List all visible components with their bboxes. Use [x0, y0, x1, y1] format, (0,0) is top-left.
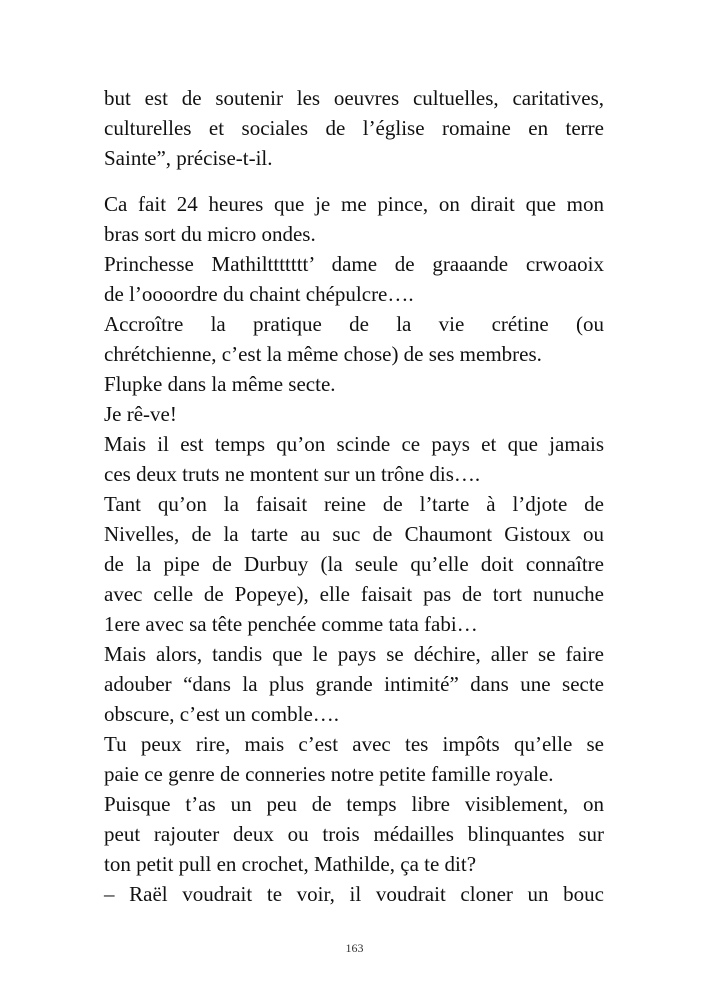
text-line: paie ce genre de conneries notre petite famille royale. — [104, 762, 554, 786]
paragraph — [104, 249, 604, 309]
text-line: ton petit pull en crochet, Mathilde, ça te dit? — [104, 852, 477, 876]
text-line: Princhesse Mathilttttttt’ dame de graaande crwoaoix — [104, 252, 604, 276]
paragraph — [104, 189, 604, 249]
text-line: bras sort du micro ondes. — [104, 222, 316, 246]
text-line: peut rajouter deux ou trois médailles blinquantes sur — [104, 822, 604, 846]
paragraph — [104, 369, 604, 399]
paragraph — [104, 789, 604, 879]
paragraph — [104, 429, 604, 489]
paragraph — [104, 309, 604, 369]
text-line: Je rê-ve! — [104, 402, 177, 426]
page-body — [104, 83, 604, 909]
text-line: Tant qu’on la faisait reine de l’tarte à l’djote de — [104, 492, 604, 516]
text-line: obscure, c’est un comble…. — [104, 702, 340, 726]
text-line: Mais il est temps qu’on scinde ce pays et que jamais — [104, 432, 604, 456]
text-line: Flupke dans la même secte. — [104, 372, 336, 396]
paragraph — [104, 879, 604, 909]
text-line: culturelles et sociales de l’église romaine en terre — [104, 116, 604, 140]
text-line: Ca fait 24 heures que je me pince, on dirait que mon — [104, 192, 604, 216]
text-line: Mais alors, tandis que le pays se déchire, aller se faire — [104, 642, 604, 666]
paragraph — [104, 729, 604, 789]
text-line: avec celle de Popeye), elle faisait pas de tort nunuche — [104, 582, 604, 606]
text-line: Sainte”, précise-t-il. — [104, 146, 273, 170]
text-line: Nivelles, de la tarte au suc de Chaumont Gistoux ou — [104, 522, 604, 546]
text-line: – Raël voudrait te voir, il voudrait cloner un bouc — [104, 882, 604, 906]
text-line: chrétchienne, c’est la même chose) de ses membres. — [104, 342, 542, 366]
page-number: 163 — [345, 941, 364, 955]
text-line: Puisque t’as un peu de temps libre visiblement, on — [104, 792, 604, 816]
paragraph — [104, 489, 604, 639]
text-line: Tu peux rire, mais c’est avec tes impôts qu’elle se — [104, 732, 604, 756]
text-line: de l’oooordre du chaint chépulcre…. — [104, 282, 414, 306]
text-line: 1ere avec sa tête penchée comme tata fabi… — [104, 612, 478, 636]
text-line: ces deux truts ne montent sur un trône dis…. — [104, 462, 481, 486]
text-line: Accroître la pratique de la vie crétine (ou — [104, 312, 604, 336]
text-line: but est de soutenir les oeuvres cultuelles, caritatives, — [104, 86, 604, 110]
paragraph — [104, 83, 604, 173]
paragraph — [104, 399, 604, 429]
text-line: de la pipe de Durbuy (la seule qu’elle doit connaître — [104, 552, 604, 576]
text-line: adouber “dans la plus grande intimité” dans une secte — [104, 672, 604, 696]
paragraph — [104, 639, 604, 729]
